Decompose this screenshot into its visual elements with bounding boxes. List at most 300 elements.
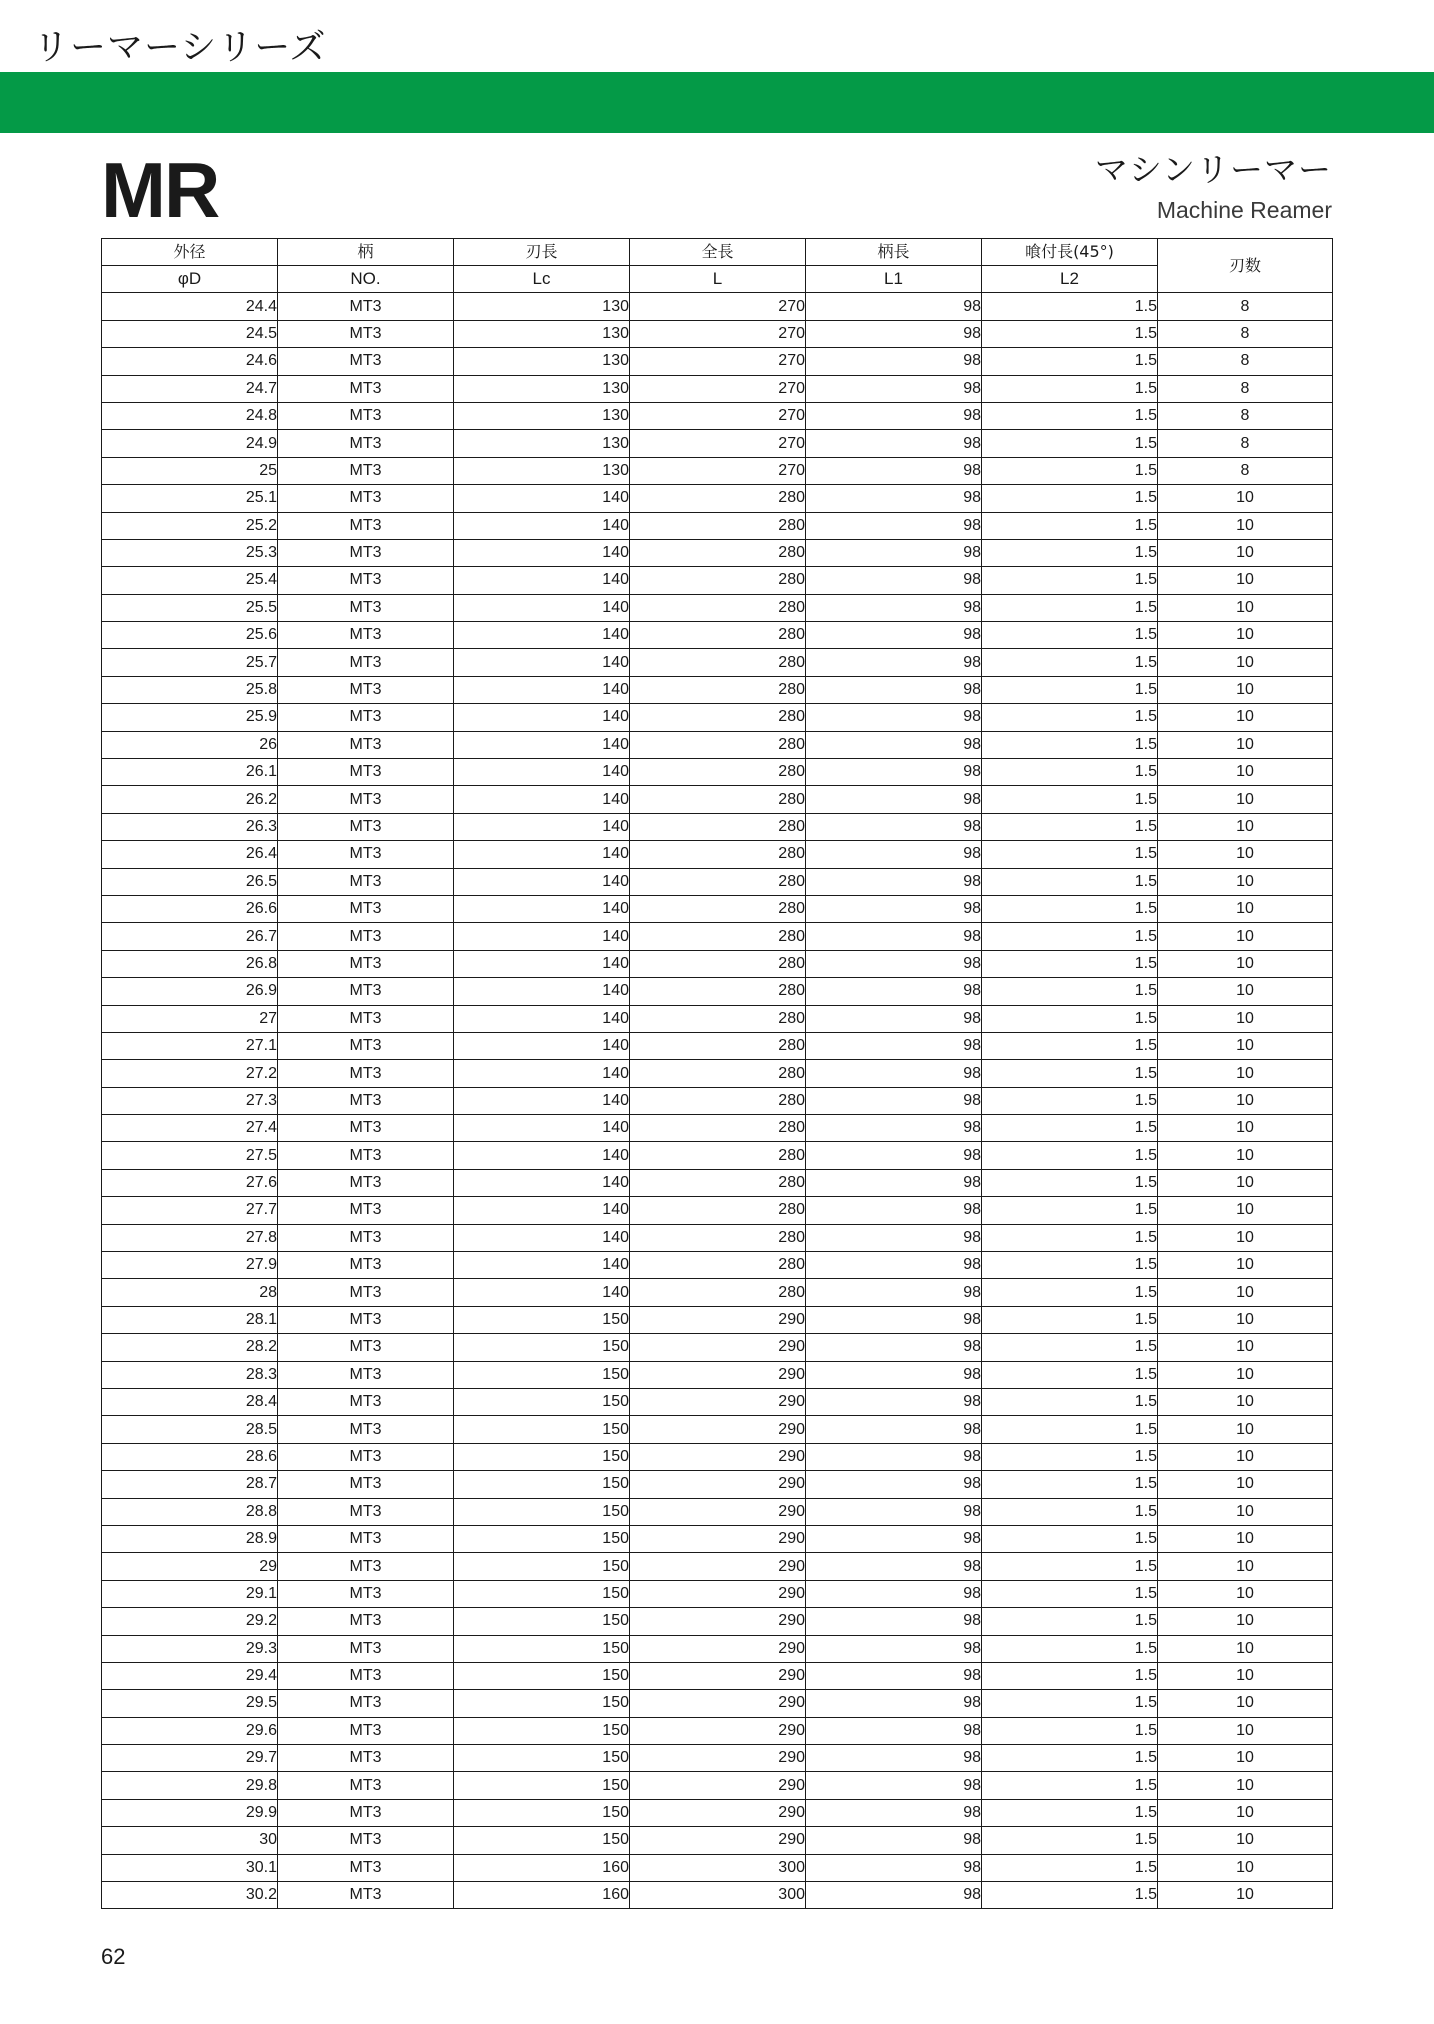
cell-diameter: 26.5 xyxy=(102,868,278,895)
cell-flute-length: 140 xyxy=(454,649,630,676)
cell-shank-no: MT3 xyxy=(278,1443,454,1470)
table-row xyxy=(102,1032,1333,1059)
cell-shank-no: MT3 xyxy=(278,1690,454,1717)
cell-flute-count: 8 xyxy=(1158,348,1333,375)
cell-diameter: 30 xyxy=(102,1827,278,1854)
cell-shank-no: MT3 xyxy=(278,1498,454,1525)
table-row xyxy=(102,1224,1333,1251)
cell-chamfer-length: 1.5 xyxy=(982,1252,1158,1279)
cell-flute-count: 10 xyxy=(1158,978,1333,1005)
cell-shank-length: 98 xyxy=(806,1635,982,1662)
cell-chamfer-length: 1.5 xyxy=(982,1772,1158,1799)
cell-chamfer-length: 1.5 xyxy=(982,485,1158,512)
table-row xyxy=(102,1635,1333,1662)
cell-shank-no: MT3 xyxy=(278,841,454,868)
cell-diameter: 28.5 xyxy=(102,1416,278,1443)
cell-chamfer-length: 1.5 xyxy=(982,1115,1158,1142)
cell-overall-length: 270 xyxy=(630,320,806,347)
cell-overall-length: 290 xyxy=(630,1717,806,1744)
table-row xyxy=(102,1553,1333,1580)
cell-diameter: 25.3 xyxy=(102,539,278,566)
cell-diameter: 27.5 xyxy=(102,1142,278,1169)
cell-shank-no: MT3 xyxy=(278,375,454,402)
cell-chamfer-length: 1.5 xyxy=(982,1142,1158,1169)
cell-shank-no: MT3 xyxy=(278,1334,454,1361)
table-row xyxy=(102,1662,1333,1689)
cell-flute-count: 10 xyxy=(1158,649,1333,676)
cell-flute-length: 130 xyxy=(454,430,630,457)
cell-flute-length: 150 xyxy=(454,1334,630,1361)
cell-chamfer-length: 1.5 xyxy=(982,1662,1158,1689)
cell-chamfer-length: 1.5 xyxy=(982,868,1158,895)
cell-shank-length: 98 xyxy=(806,1882,982,1909)
cell-shank-no: MT3 xyxy=(278,978,454,1005)
cell-flute-length: 150 xyxy=(454,1827,630,1854)
cell-diameter: 30.1 xyxy=(102,1854,278,1881)
cell-diameter: 27.2 xyxy=(102,1060,278,1087)
cell-flute-count: 10 xyxy=(1158,1525,1333,1552)
cell-diameter: 26.4 xyxy=(102,841,278,868)
cell-overall-length: 290 xyxy=(630,1580,806,1607)
table-row xyxy=(102,348,1333,375)
cell-shank-length: 98 xyxy=(806,950,982,977)
table-row xyxy=(102,1690,1333,1717)
cell-shank-length: 98 xyxy=(806,594,982,621)
cell-flute-length: 150 xyxy=(454,1553,630,1580)
cell-flute-count: 10 xyxy=(1158,1224,1333,1251)
cell-shank-no: MT3 xyxy=(278,1827,454,1854)
cell-flute-count: 10 xyxy=(1158,1197,1333,1224)
cell-chamfer-length: 1.5 xyxy=(982,1882,1158,1909)
cell-overall-length: 290 xyxy=(630,1389,806,1416)
cell-flute-length: 150 xyxy=(454,1608,630,1635)
cell-diameter: 26.7 xyxy=(102,923,278,950)
cell-shank-length: 98 xyxy=(806,402,982,429)
table-row xyxy=(102,978,1333,1005)
cell-flute-length: 150 xyxy=(454,1389,630,1416)
cell-flute-length: 140 xyxy=(454,1224,630,1251)
cell-flute-count: 10 xyxy=(1158,731,1333,758)
header-outer-diameter: 外径 xyxy=(102,239,278,266)
cell-diameter: 26.1 xyxy=(102,759,278,786)
cell-flute-count: 8 xyxy=(1158,293,1333,320)
cell-shank-length: 98 xyxy=(806,676,982,703)
table-row xyxy=(102,1087,1333,1114)
cell-flute-count: 10 xyxy=(1158,1717,1333,1744)
cell-flute-count: 10 xyxy=(1158,676,1333,703)
cell-overall-length: 290 xyxy=(630,1306,806,1333)
cell-flute-length: 140 xyxy=(454,841,630,868)
cell-shank-length: 98 xyxy=(806,1361,982,1388)
cell-overall-length: 270 xyxy=(630,430,806,457)
cell-shank-no: MT3 xyxy=(278,1169,454,1196)
cell-chamfer-length: 1.5 xyxy=(982,1389,1158,1416)
cell-overall-length: 270 xyxy=(630,348,806,375)
cell-shank-no: MT3 xyxy=(278,1745,454,1772)
cell-shank-no: MT3 xyxy=(278,402,454,429)
cell-flute-count: 10 xyxy=(1158,622,1333,649)
cell-shank-length: 98 xyxy=(806,1306,982,1333)
cell-shank-length: 98 xyxy=(806,786,982,813)
cell-shank-no: MT3 xyxy=(278,1882,454,1909)
cell-diameter: 28 xyxy=(102,1279,278,1306)
cell-overall-length: 280 xyxy=(630,731,806,758)
cell-overall-length: 280 xyxy=(630,868,806,895)
cell-shank-no: MT3 xyxy=(278,1005,454,1032)
cell-shank-no: MT3 xyxy=(278,950,454,977)
cell-overall-length: 280 xyxy=(630,1142,806,1169)
cell-shank-no: MT3 xyxy=(278,1799,454,1826)
header-chamfer-length: 喰付長(45°) xyxy=(982,239,1158,266)
cell-chamfer-length: 1.5 xyxy=(982,1005,1158,1032)
cell-diameter: 28.8 xyxy=(102,1498,278,1525)
cell-shank-length: 98 xyxy=(806,622,982,649)
cell-flute-length: 140 xyxy=(454,950,630,977)
table-row xyxy=(102,1799,1333,1826)
cell-chamfer-length: 1.5 xyxy=(982,567,1158,594)
cell-flute-length: 150 xyxy=(454,1471,630,1498)
cell-shank-length: 98 xyxy=(806,485,982,512)
cell-overall-length: 290 xyxy=(630,1772,806,1799)
cell-flute-length: 140 xyxy=(454,731,630,758)
cell-overall-length: 290 xyxy=(630,1799,806,1826)
cell-shank-length: 98 xyxy=(806,1827,982,1854)
cell-shank-no: MT3 xyxy=(278,457,454,484)
cell-chamfer-length: 1.5 xyxy=(982,622,1158,649)
cell-overall-length: 280 xyxy=(630,1005,806,1032)
cell-flute-length: 140 xyxy=(454,1032,630,1059)
table-row xyxy=(102,1060,1333,1087)
cell-shank-length: 98 xyxy=(806,1690,982,1717)
cell-diameter: 24.5 xyxy=(102,320,278,347)
cell-diameter: 29.2 xyxy=(102,1608,278,1635)
cell-diameter: 24.7 xyxy=(102,375,278,402)
cell-diameter: 28.7 xyxy=(102,1471,278,1498)
cell-chamfer-length: 1.5 xyxy=(982,1306,1158,1333)
spec-table-header xyxy=(102,239,1333,293)
cell-chamfer-length: 1.5 xyxy=(982,320,1158,347)
table-row xyxy=(102,539,1333,566)
cell-diameter: 25.8 xyxy=(102,676,278,703)
cell-shank-length: 98 xyxy=(806,539,982,566)
cell-flute-length: 150 xyxy=(454,1772,630,1799)
cell-diameter: 26 xyxy=(102,731,278,758)
header-sub-l2: L2 xyxy=(982,266,1158,293)
cell-flute-count: 10 xyxy=(1158,512,1333,539)
cell-overall-length: 280 xyxy=(630,978,806,1005)
table-row xyxy=(102,293,1333,320)
table-row xyxy=(102,375,1333,402)
cell-overall-length: 270 xyxy=(630,402,806,429)
cell-flute-count: 10 xyxy=(1158,950,1333,977)
cell-flute-count: 10 xyxy=(1158,1032,1333,1059)
cell-shank-no: MT3 xyxy=(278,1087,454,1114)
cell-flute-count: 8 xyxy=(1158,402,1333,429)
table-row xyxy=(102,1827,1333,1854)
cell-diameter: 24.6 xyxy=(102,348,278,375)
cell-flute-count: 10 xyxy=(1158,704,1333,731)
cell-shank-length: 98 xyxy=(806,1525,982,1552)
cell-overall-length: 280 xyxy=(630,512,806,539)
cell-overall-length: 280 xyxy=(630,786,806,813)
table-row xyxy=(102,567,1333,594)
cell-chamfer-length: 1.5 xyxy=(982,539,1158,566)
cell-diameter: 25.1 xyxy=(102,485,278,512)
cell-chamfer-length: 1.5 xyxy=(982,512,1158,539)
cell-overall-length: 290 xyxy=(630,1498,806,1525)
table-row xyxy=(102,1525,1333,1552)
cell-overall-length: 290 xyxy=(630,1443,806,1470)
cell-shank-length: 98 xyxy=(806,1060,982,1087)
cell-overall-length: 280 xyxy=(630,923,806,950)
cell-flute-length: 140 xyxy=(454,704,630,731)
model-code: MR xyxy=(101,146,219,234)
table-row xyxy=(102,676,1333,703)
cell-overall-length: 280 xyxy=(630,1060,806,1087)
cell-flute-length: 150 xyxy=(454,1525,630,1552)
cell-flute-length: 150 xyxy=(454,1635,630,1662)
header-band xyxy=(0,72,1434,133)
cell-flute-count: 10 xyxy=(1158,1854,1333,1881)
cell-flute-length: 130 xyxy=(454,293,630,320)
cell-flute-count: 10 xyxy=(1158,1662,1333,1689)
cell-flute-count: 10 xyxy=(1158,1142,1333,1169)
cell-shank-length: 98 xyxy=(806,567,982,594)
cell-diameter: 28.1 xyxy=(102,1306,278,1333)
cell-overall-length: 290 xyxy=(630,1635,806,1662)
cell-flute-length: 140 xyxy=(454,786,630,813)
table-row xyxy=(102,457,1333,484)
cell-shank-length: 98 xyxy=(806,1334,982,1361)
cell-flute-count: 10 xyxy=(1158,485,1333,512)
cell-shank-no: MT3 xyxy=(278,594,454,621)
cell-shank-length: 98 xyxy=(806,348,982,375)
cell-shank-length: 98 xyxy=(806,1169,982,1196)
cell-flute-count: 10 xyxy=(1158,868,1333,895)
cell-diameter: 29.6 xyxy=(102,1717,278,1744)
cell-flute-count: 10 xyxy=(1158,1772,1333,1799)
cell-flute-count: 10 xyxy=(1158,1169,1333,1196)
cell-shank-length: 98 xyxy=(806,1608,982,1635)
table-row xyxy=(102,704,1333,731)
cell-shank-length: 98 xyxy=(806,1032,982,1059)
series-title: リーマーシリーズ xyxy=(33,27,327,68)
cell-shank-no: MT3 xyxy=(278,1608,454,1635)
product-name-ja: マシンリーマー xyxy=(1094,150,1332,189)
cell-shank-length: 98 xyxy=(806,1580,982,1607)
cell-flute-count: 10 xyxy=(1158,1580,1333,1607)
cell-shank-length: 98 xyxy=(806,1662,982,1689)
cell-shank-length: 98 xyxy=(806,978,982,1005)
cell-diameter: 29.4 xyxy=(102,1662,278,1689)
cell-flute-count: 10 xyxy=(1158,813,1333,840)
cell-overall-length: 270 xyxy=(630,375,806,402)
table-row xyxy=(102,950,1333,977)
cell-overall-length: 280 xyxy=(630,1169,806,1196)
cell-overall-length: 280 xyxy=(630,594,806,621)
table-row xyxy=(102,430,1333,457)
cell-shank-no: MT3 xyxy=(278,348,454,375)
cell-overall-length: 300 xyxy=(630,1854,806,1881)
cell-chamfer-length: 1.5 xyxy=(982,649,1158,676)
cell-overall-length: 280 xyxy=(630,567,806,594)
cell-diameter: 24.8 xyxy=(102,402,278,429)
table-row xyxy=(102,622,1333,649)
cell-shank-length: 98 xyxy=(806,512,982,539)
table-row xyxy=(102,402,1333,429)
header-overall-length: 全長 xyxy=(630,239,806,266)
cell-flute-count: 10 xyxy=(1158,1005,1333,1032)
cell-overall-length: 270 xyxy=(630,293,806,320)
cell-flute-length: 140 xyxy=(454,485,630,512)
cell-diameter: 25.6 xyxy=(102,622,278,649)
cell-shank-no: MT3 xyxy=(278,649,454,676)
cell-diameter: 26.3 xyxy=(102,813,278,840)
cell-shank-no: MT3 xyxy=(278,1361,454,1388)
cell-overall-length: 280 xyxy=(630,895,806,922)
cell-shank-no: MT3 xyxy=(278,1471,454,1498)
cell-shank-no: MT3 xyxy=(278,539,454,566)
cell-flute-length: 140 xyxy=(454,676,630,703)
table-row xyxy=(102,868,1333,895)
cell-chamfer-length: 1.5 xyxy=(982,1635,1158,1662)
cell-chamfer-length: 1.5 xyxy=(982,923,1158,950)
cell-shank-length: 98 xyxy=(806,895,982,922)
cell-shank-length: 98 xyxy=(806,868,982,895)
cell-overall-length: 280 xyxy=(630,676,806,703)
cell-shank-no: MT3 xyxy=(278,1635,454,1662)
cell-shank-no: MT3 xyxy=(278,1032,454,1059)
cell-shank-length: 98 xyxy=(806,1443,982,1470)
cell-shank-length: 98 xyxy=(806,1224,982,1251)
table-row xyxy=(102,786,1333,813)
table-row xyxy=(102,320,1333,347)
table-row xyxy=(102,1279,1333,1306)
cell-overall-length: 290 xyxy=(630,1690,806,1717)
cell-shank-no: MT3 xyxy=(278,512,454,539)
cell-shank-no: MT3 xyxy=(278,1197,454,1224)
cell-flute-length: 150 xyxy=(454,1745,630,1772)
cell-shank-length: 98 xyxy=(806,293,982,320)
cell-flute-count: 10 xyxy=(1158,1416,1333,1443)
cell-flute-length: 150 xyxy=(454,1690,630,1717)
cell-flute-length: 150 xyxy=(454,1498,630,1525)
cell-shank-no: MT3 xyxy=(278,786,454,813)
cell-chamfer-length: 1.5 xyxy=(982,1443,1158,1470)
cell-chamfer-length: 1.5 xyxy=(982,1827,1158,1854)
cell-overall-length: 280 xyxy=(630,1197,806,1224)
cell-diameter: 28.9 xyxy=(102,1525,278,1552)
cell-chamfer-length: 1.5 xyxy=(982,1334,1158,1361)
cell-overall-length: 280 xyxy=(630,485,806,512)
table-row xyxy=(102,1005,1333,1032)
cell-shank-no: MT3 xyxy=(278,1306,454,1333)
cell-diameter: 29 xyxy=(102,1553,278,1580)
table-row xyxy=(102,1361,1333,1388)
header-flute-count: 刃数 xyxy=(1158,239,1333,293)
cell-shank-no: MT3 xyxy=(278,567,454,594)
cell-flute-count: 8 xyxy=(1158,457,1333,484)
cell-diameter: 29.7 xyxy=(102,1745,278,1772)
cell-flute-length: 130 xyxy=(454,348,630,375)
cell-chamfer-length: 1.5 xyxy=(982,1224,1158,1251)
cell-overall-length: 290 xyxy=(630,1416,806,1443)
header-sub-lc: Lc xyxy=(454,266,630,293)
table-row xyxy=(102,1443,1333,1470)
cell-chamfer-length: 1.5 xyxy=(982,1169,1158,1196)
cell-diameter: 29.5 xyxy=(102,1690,278,1717)
cell-flute-length: 150 xyxy=(454,1416,630,1443)
table-row xyxy=(102,895,1333,922)
table-row xyxy=(102,594,1333,621)
cell-chamfer-length: 1.5 xyxy=(982,1060,1158,1087)
cell-flute-count: 10 xyxy=(1158,1471,1333,1498)
cell-diameter: 28.3 xyxy=(102,1361,278,1388)
cell-shank-length: 98 xyxy=(806,1471,982,1498)
cell-flute-length: 150 xyxy=(454,1443,630,1470)
cell-flute-count: 10 xyxy=(1158,1443,1333,1470)
cell-flute-count: 10 xyxy=(1158,539,1333,566)
cell-diameter: 25.9 xyxy=(102,704,278,731)
cell-chamfer-length: 1.5 xyxy=(982,402,1158,429)
cell-chamfer-length: 1.5 xyxy=(982,1799,1158,1826)
cell-diameter: 28.4 xyxy=(102,1389,278,1416)
cell-shank-no: MT3 xyxy=(278,676,454,703)
cell-shank-length: 98 xyxy=(806,1745,982,1772)
cell-shank-no: MT3 xyxy=(278,485,454,512)
cell-chamfer-length: 1.5 xyxy=(982,1745,1158,1772)
cell-overall-length: 280 xyxy=(630,1252,806,1279)
cell-diameter: 24.9 xyxy=(102,430,278,457)
cell-shank-length: 98 xyxy=(806,1279,982,1306)
cell-flute-length: 150 xyxy=(454,1306,630,1333)
cell-diameter: 27 xyxy=(102,1005,278,1032)
cell-flute-count: 10 xyxy=(1158,1827,1333,1854)
cell-chamfer-length: 1.5 xyxy=(982,1032,1158,1059)
cell-chamfer-length: 1.5 xyxy=(982,457,1158,484)
cell-flute-count: 8 xyxy=(1158,320,1333,347)
cell-flute-count: 10 xyxy=(1158,1690,1333,1717)
product-name-en: Machine Reamer xyxy=(1156,197,1332,223)
cell-shank-length: 98 xyxy=(806,1416,982,1443)
cell-flute-count: 10 xyxy=(1158,786,1333,813)
cell-shank-no: MT3 xyxy=(278,1662,454,1689)
cell-chamfer-length: 1.5 xyxy=(982,786,1158,813)
cell-shank-length: 98 xyxy=(806,1005,982,1032)
cell-flute-count: 10 xyxy=(1158,1498,1333,1525)
table-row xyxy=(102,1471,1333,1498)
table-row xyxy=(102,1169,1333,1196)
cell-flute-length: 140 xyxy=(454,868,630,895)
cell-flute-length: 140 xyxy=(454,1252,630,1279)
cell-chamfer-length: 1.5 xyxy=(982,1416,1158,1443)
cell-shank-no: MT3 xyxy=(278,759,454,786)
table-row xyxy=(102,1745,1333,1772)
cell-flute-length: 140 xyxy=(454,1115,630,1142)
cell-overall-length: 280 xyxy=(630,649,806,676)
cell-shank-no: MT3 xyxy=(278,1416,454,1443)
cell-shank-length: 98 xyxy=(806,731,982,758)
cell-chamfer-length: 1.5 xyxy=(982,1498,1158,1525)
cell-shank-length: 98 xyxy=(806,704,982,731)
cell-flute-count: 10 xyxy=(1158,1608,1333,1635)
cell-diameter: 25 xyxy=(102,457,278,484)
cell-chamfer-length: 1.5 xyxy=(982,1580,1158,1607)
cell-flute-length: 150 xyxy=(454,1717,630,1744)
cell-flute-count: 10 xyxy=(1158,1087,1333,1114)
cell-flute-length: 140 xyxy=(454,978,630,1005)
cell-chamfer-length: 1.5 xyxy=(982,1553,1158,1580)
